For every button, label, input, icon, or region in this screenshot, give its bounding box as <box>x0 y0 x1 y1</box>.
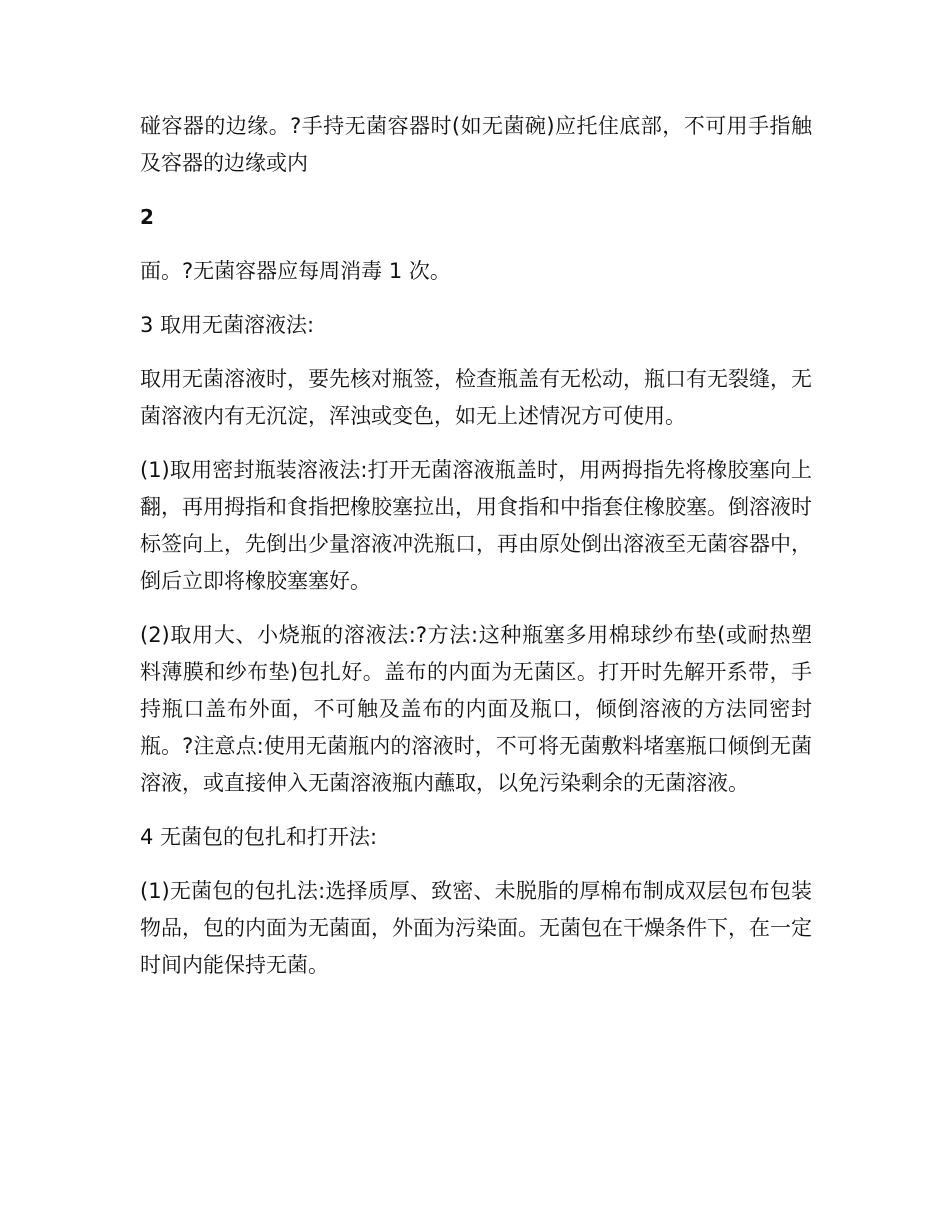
document-body <box>140 108 812 1001</box>
paragraph-package-wrapping: (1)无菌包的包扎法:选择质厚、致密、未脱脂的厚棉布制成双层包布包装物品，包的内面为无菌面，外面为污染面。无菌包在干燥条件下，在一定时间内能保持无菌。 <box>140 879 812 977</box>
paragraph-container-edge: 碰容器的边缘。?手持无菌容器时(如无菌碗)应托住底部，不可用手指触及容器的边缘或内 <box>140 114 812 175</box>
page-number: 2 <box>140 205 154 229</box>
section-heading-sterile-package: 4 无菌包的包扎和打开法: <box>140 825 378 849</box>
paragraph-sealed-bottle: (1)取用密封瓶装溶液法:打开无菌溶液瓶盖时，用两拇指先将橡胶塞向上翻，再用拇指和食指把橡胶塞拉出，用食指和中指套住橡胶塞。倒溶液时标签向上，先倒出少量溶液冲洗瓶口，再由原处倒出溶液至无菌容器中，倒后立即将橡胶塞塞好。 <box>140 458 812 593</box>
paragraph-weekly-disinfection: 面。?无菌容器应每周消毒 1 次。 <box>140 259 451 283</box>
section-heading-sterile-solution: 3 取用无菌溶液法: <box>140 313 315 337</box>
paragraph-solution-check: 取用无菌溶液时，要先核对瓶签，检查瓶盖有无松动，瓶口有无裂缝，无菌溶液内有无沉淀，浑浊或变色，如无上述情况方可使用。 <box>140 367 812 428</box>
paragraph-flask-solution: (2)取用大、小烧瓶的溶液法:?方法:这种瓶塞多用棉球纱布垫(或耐热塑料薄膜和纱布垫)包扎好。盖布的内面为无菌区。打开时先解开系带，手持瓶口盖布外面，不可触及盖布的内面及瓶口，倾倒溶液的方法同密封瓶。?注意点:使用无菌瓶内的溶液时，不可将无菌敷料堵塞瓶口倾倒无菌溶液，或直接伸入无菌溶液瓶内蘸取，以免污染剩余的无菌溶液。 <box>140 623 812 795</box>
